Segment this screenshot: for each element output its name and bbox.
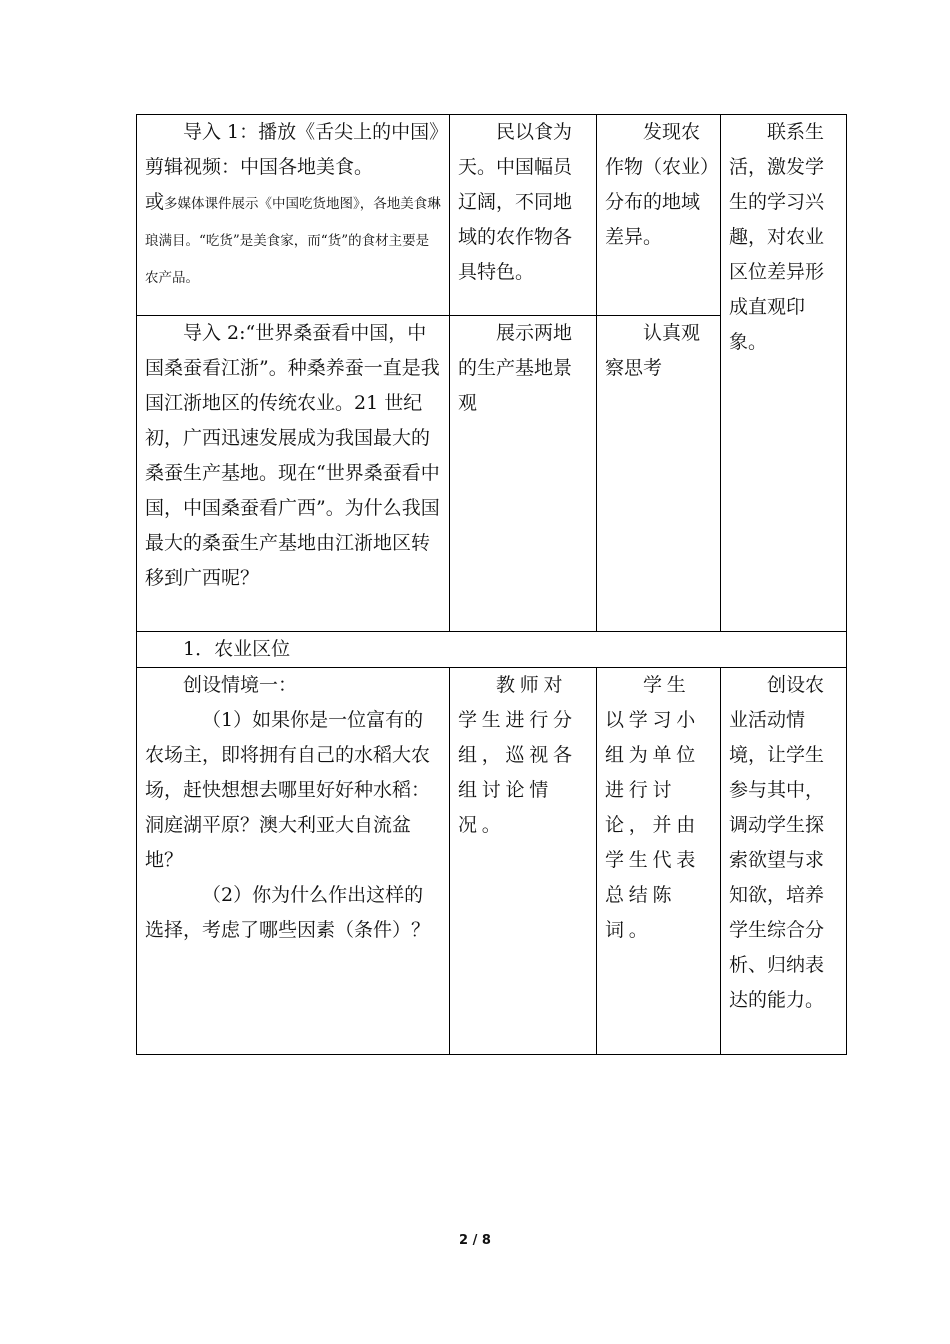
cell-section-heading bbox=[137, 632, 847, 668]
table-row bbox=[137, 668, 847, 1055]
table-row bbox=[137, 115, 847, 316]
cell-intent-3 bbox=[721, 668, 847, 1055]
teacher-3-text: 教师对学生进行分组，巡视各组讨论情况。 bbox=[458, 674, 577, 836]
scenario-title: 创设情境一： bbox=[183, 674, 298, 696]
table-row bbox=[137, 632, 847, 668]
section-heading: 1．农业区位 bbox=[183, 638, 291, 660]
teacher-2-text: 展示两地的生产基地景观 bbox=[458, 322, 573, 414]
cell-student-3 bbox=[597, 668, 721, 1055]
cell-teacher-1 bbox=[450, 115, 597, 316]
intro-1-alt: 或多媒体课件展示《中国吃货地图》，各地美食琳琅满目。“吃货”是美食家，而“货”的食材主要是农产品。 bbox=[145, 191, 441, 286]
student-3-text: 学生以学习小组为单位进行讨论，并由学生代表总结陈词。 bbox=[605, 674, 701, 941]
cell-scenario-1 bbox=[137, 668, 450, 1055]
cell-student-1 bbox=[597, 115, 721, 316]
cell-teacher-3 bbox=[450, 668, 597, 1055]
intent-3-text: 创设农业活动情境，让学生参与其中，调动学生探索欲望与求知欲，培养学生综合分析、归纳表达的能力。 bbox=[729, 674, 825, 1011]
cell-intro-1 bbox=[137, 115, 450, 316]
scenario-question-1: （1）如果你是一位富有的农场主，即将拥有自己的水稻大农场，赶快想想去哪里好好种水稻：洞庭湖平原？澳大利亚大自流盆地？ bbox=[145, 709, 431, 871]
intro-2-text: 导入 2:“世界桑蚕看中国，中国桑蚕看江浙”。种桑养蚕一直是我国江浙地区的传统农业。21 世纪初，广西迅速发展成为我国最大的桑蚕生产基地。现在“世界桑蚕看中国，中国桑蚕看广西”。为什么我国最大的桑蚕生产基地由江浙地区转移到广西呢？ bbox=[145, 322, 440, 589]
teacher-1-text: 民以食为天。中国幅员辽阔，不同地域的农作物各具特色。 bbox=[458, 121, 573, 283]
cell-intro-2 bbox=[137, 316, 450, 632]
cell-student-2 bbox=[597, 316, 721, 632]
intro-1-text: 导入 1：播放《舌尖上的中国》剪辑视频：中国各地美食。 bbox=[145, 121, 439, 178]
page-number: 2 / 8 bbox=[459, 1233, 491, 1248]
intent-1-text: 联系生活，激发学生的学习兴趣，对农业区位差异形成直观印象。 bbox=[729, 121, 825, 353]
cell-intent-1 bbox=[721, 115, 847, 632]
student-1-text: 发现农作物（农业）分布的地域差异。 bbox=[605, 121, 710, 248]
lesson-plan-table bbox=[136, 114, 847, 1055]
scenario-question-2: （2）你为什么作出这样的选择，考虑了哪些因素（条件）？ bbox=[145, 884, 431, 941]
cell-teacher-2 bbox=[450, 316, 597, 632]
student-2-text: 认真观察思考 bbox=[605, 322, 701, 379]
